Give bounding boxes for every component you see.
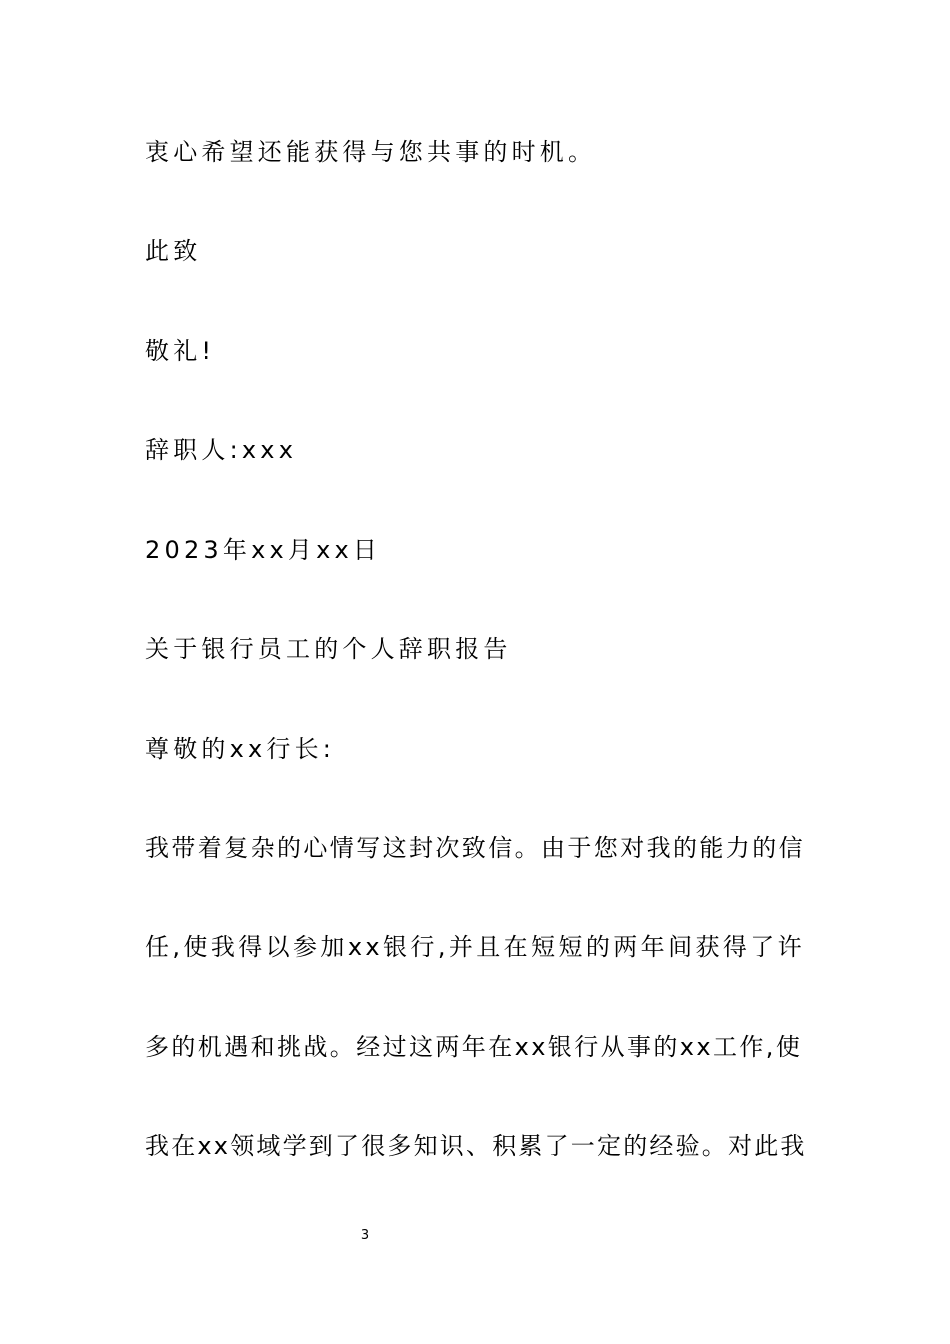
letter-greeting: 尊敬的xx行长: (145, 735, 336, 763)
body-line-1: 我带着复杂的心情写这封次致信。由于您对我的能力的信 (145, 834, 805, 862)
page-number: 3 (360, 1228, 370, 1243)
closing-hope-line: 衷心希望还能获得与您共事的时机。 (145, 138, 597, 166)
resigner-name: 辞职人:xxx (145, 436, 298, 464)
letter-date: 2023年xx月xx日 (145, 536, 382, 564)
salutation-jingli: 敬礼! (145, 337, 216, 365)
salutation-cizhi: 此致 (145, 237, 202, 265)
body-line-3: 多的机遇和挑战。经过这两年在xx银行从事的xx工作,使 (145, 1033, 803, 1061)
body-line-2: 任,使我得以参加xx银行,并且在短短的两年间获得了许 (145, 933, 806, 961)
body-line-4: 我在xx领域学到了很多知识、积累了一定的经验。对此我 (145, 1132, 807, 1160)
report-title: 关于银行员工的个人辞职报告 (145, 635, 512, 663)
